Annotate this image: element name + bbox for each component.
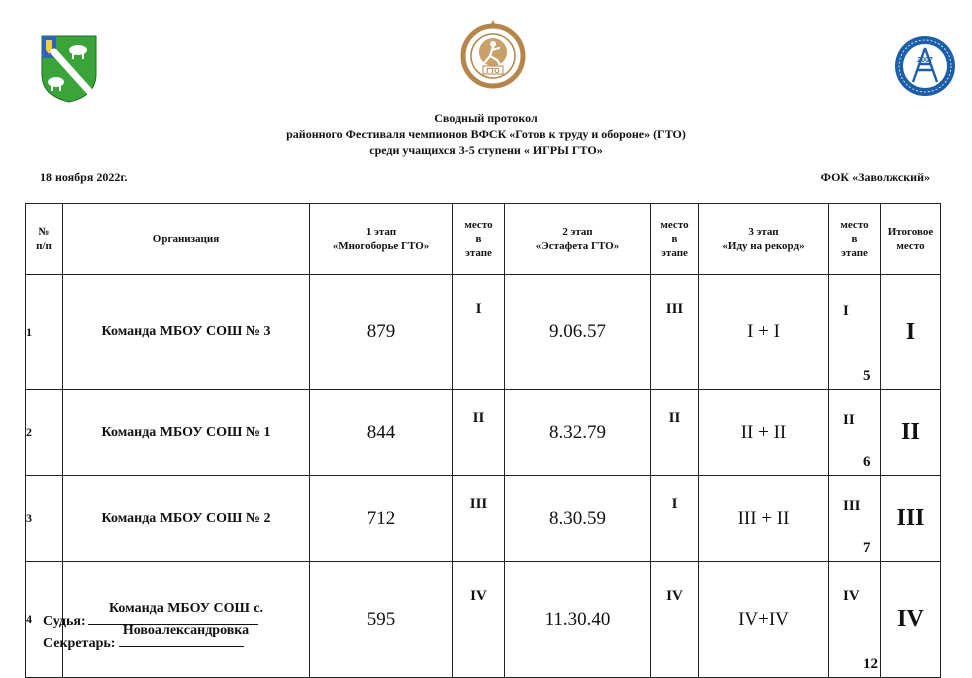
- stage1-score: 844: [310, 390, 453, 476]
- protocol-date: 18 ноября 2022г.: [40, 170, 128, 184]
- row-number: 4: [26, 562, 63, 678]
- organization-cell: Команда МБОУ СОШ № 3: [63, 275, 310, 390]
- protocol-title-block: [0, 110, 972, 158]
- header-organization: Организация: [63, 204, 310, 275]
- stage2-place: II: [651, 390, 699, 476]
- stage3-place-cell: [829, 562, 881, 678]
- stage3-result: IV+IV: [699, 562, 829, 678]
- stage1-place: II: [453, 390, 505, 476]
- stage3-place: I: [843, 303, 849, 319]
- points-sum: 12: [863, 656, 878, 672]
- row-number: 3: [26, 476, 63, 562]
- svg-text:2007: 2007: [917, 57, 933, 64]
- stage3-result: III + II: [699, 476, 829, 562]
- secretary-label: Секретарь:: [43, 636, 116, 651]
- header-stage2: 2 этап «Эстафета ГТО»: [505, 204, 651, 275]
- table-row: [26, 275, 941, 390]
- header-place3: место в этапе: [829, 204, 881, 275]
- stage1-score: 879: [310, 275, 453, 390]
- row-number: 1: [26, 275, 63, 390]
- coat-of-arms-logo: [40, 34, 98, 104]
- stage3-place-cell: [829, 275, 881, 390]
- secretary-signature-line: [119, 632, 244, 647]
- protocol-title: Сводный протокол: [434, 111, 538, 125]
- header-stage3: 3 этап «Иду на рекорд»: [699, 204, 829, 275]
- signatures-block: [43, 610, 258, 654]
- stage1-place: I: [453, 275, 505, 390]
- stage2-place: I: [651, 476, 699, 562]
- gto-emblem-logo: [457, 18, 529, 90]
- organization-cell: Команда МБОУ СОШ № 2: [63, 476, 310, 562]
- stage3-result: I + I: [699, 275, 829, 390]
- header-final: Итоговое место: [881, 204, 941, 275]
- stage1-place: IV: [453, 562, 505, 678]
- points-sum: 7: [863, 540, 871, 556]
- stage3-place: IV: [843, 588, 860, 604]
- judge-label: Судья:: [43, 614, 86, 629]
- stage3-place: III: [843, 498, 861, 514]
- stage3-place: II: [843, 412, 855, 428]
- stage1-score: 712: [310, 476, 453, 562]
- stage1-place: III: [453, 476, 505, 562]
- header-place2: место в этапе: [651, 204, 699, 275]
- stage1-score: 595: [310, 562, 453, 678]
- protocol-subtitle: районного Фестиваля чемпионов ВФСК «Готов к труду и обороне» (ГТО): [286, 127, 686, 141]
- protocol-venue: ФОК «Заволжский»: [820, 170, 930, 184]
- points-sum: 6: [863, 454, 871, 470]
- secretary-signature: [43, 632, 258, 654]
- stage2-time: 8.30.59: [505, 476, 651, 562]
- table-row: [26, 390, 941, 476]
- table-row: [26, 476, 941, 562]
- final-place: I: [881, 275, 941, 390]
- judge-signature: [43, 610, 258, 632]
- organization-cell: Команда МБОУ СОШ с. Новоалександровка: [63, 562, 310, 678]
- organization-cell: Команда МБОУ СОШ № 1: [63, 390, 310, 476]
- school-emblem-logo: [893, 34, 957, 98]
- stage2-time: 8.32.79: [505, 390, 651, 476]
- stage3-result: II + II: [699, 390, 829, 476]
- results-table: [25, 203, 941, 678]
- final-place: II: [881, 390, 941, 476]
- header-num: № п/п: [26, 204, 63, 275]
- final-place: III: [881, 476, 941, 562]
- table-header-row: [26, 204, 941, 275]
- stage3-place-cell: [829, 476, 881, 562]
- stage3-place-cell: [829, 390, 881, 476]
- stage2-time: 11.30.40: [505, 562, 651, 678]
- judge-signature-line: [88, 610, 258, 625]
- protocol-subtitle-2: среди учащихся 3-5 ступени « ИГРЫ ГТО»: [369, 143, 603, 157]
- stage2-place: IV: [651, 562, 699, 678]
- header-place1: место в этапе: [453, 204, 505, 275]
- row-number: 2: [26, 390, 63, 476]
- points-sum: 5: [863, 368, 871, 384]
- header-stage1: 1 этап «Многоборье ГТО»: [310, 204, 453, 275]
- stage2-time: 9.06.57: [505, 275, 651, 390]
- final-place: IV: [881, 562, 941, 678]
- stage2-place: III: [651, 275, 699, 390]
- svg-text:ГТО: ГТО: [486, 68, 500, 75]
